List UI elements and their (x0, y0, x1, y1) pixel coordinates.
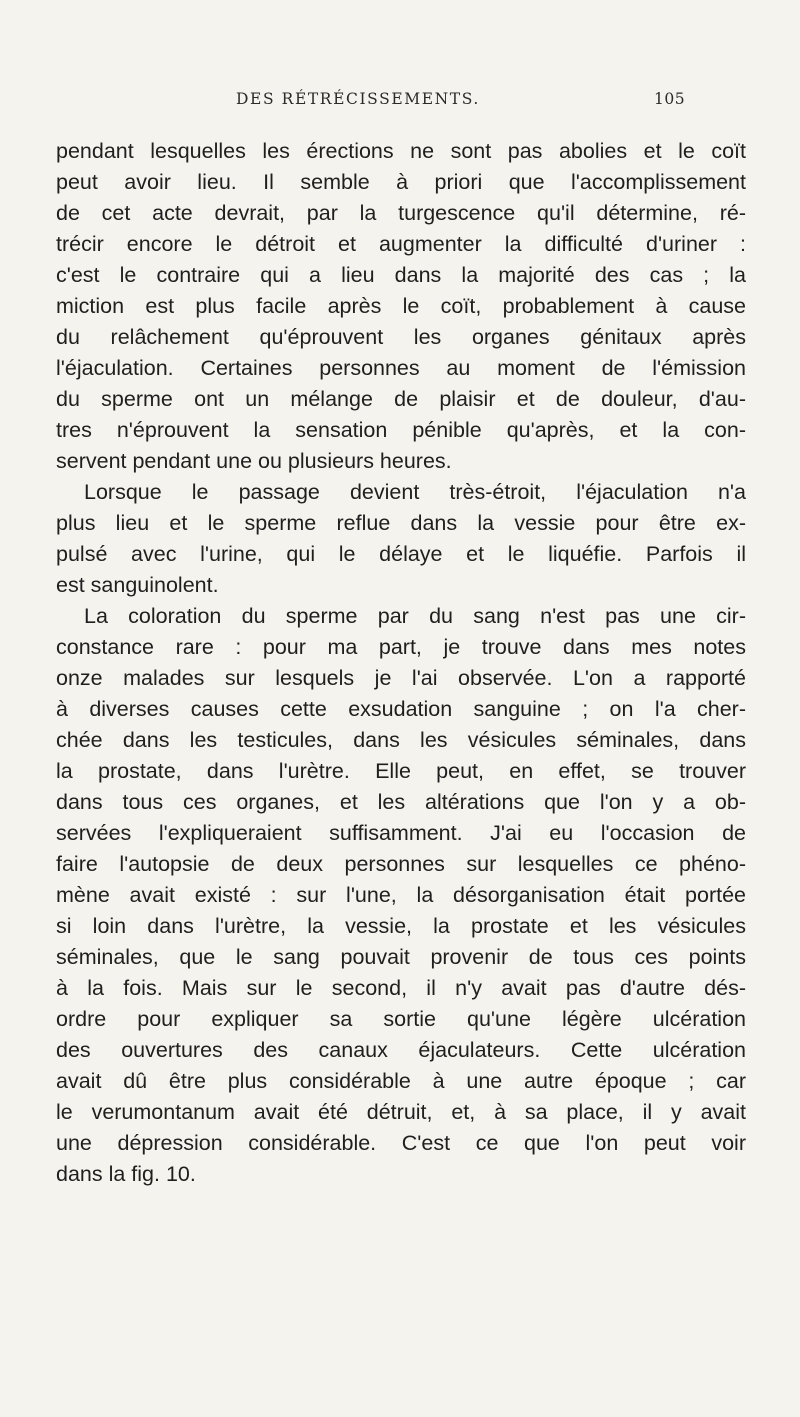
page-number: 105 (654, 90, 686, 108)
text-line: est sanguinolent. (56, 573, 219, 597)
text-line: trécir encore le détroit et augmenter la difficulté d'uriner : (56, 232, 746, 256)
running-title: DES RÉTRÉCISSEMENTS. (236, 90, 480, 108)
text-line: peut avoir lieu. Il semble à priori que l'accomplissement (56, 170, 746, 194)
text-line: tres n'éprouvent la sensation pénible qu'après, et la con- (56, 418, 746, 442)
text-line: ordre pour expliquer sa sortie qu'une légère ulcération (56, 1007, 746, 1031)
text-line: Lorsque le passage devient très-étroit, l'éjaculation n'a (84, 480, 746, 504)
text-line: la prostate, dans l'urètre. Elle peut, en effet, se trouver (56, 759, 746, 783)
text-line: onze malades sur lesquels je l'ai observée. L'on a rapporté (56, 666, 746, 690)
text-line: c'est le contraire qui a lieu dans la majorité des cas ; la (56, 263, 746, 287)
text-line: constance rare : pour ma part, je trouve dans mes notes (56, 635, 746, 659)
text-line: dans tous ces organes, et les altérations que l'on y a ob- (56, 790, 746, 814)
text-line: des ouvertures des canaux éjaculateurs. Cette ulcération (56, 1038, 746, 1062)
text-line: à diverses causes cette exsudation sanguine ; on l'a cher- (56, 697, 746, 721)
text-line: à la fois. Mais sur le second, il n'y avait pas d'autre dés- (56, 976, 746, 1000)
text-line: de cet acte devrait, par la turgescence qu'il détermine, ré- (56, 201, 746, 225)
text-line: La coloration du sperme par du sang n'est pas une cir- (84, 604, 746, 628)
text-line: miction est plus facile après le coït, probablement à cause (56, 294, 746, 318)
text-line: si loin dans l'urètre, la vessie, la prostate et les vésicules (56, 914, 746, 938)
text-line: servent pendant une ou plusieurs heures. (56, 449, 452, 473)
text-line: plus lieu et le sperme reflue dans la vessie pour être ex- (56, 511, 746, 535)
text-line: chée dans les testicules, dans les vésicules séminales, dans (56, 728, 746, 752)
text-line: du sperme ont un mélange de plaisir et de douleur, d'au- (56, 387, 746, 411)
text-line: séminales, que le sang pouvait provenir de tous ces points (56, 945, 746, 969)
text-line: le verumontanum avait été détruit, et, à sa place, il y avait (56, 1100, 746, 1124)
body-text (56, 136, 746, 1190)
text-line: du relâchement qu'éprouvent les organes génitaux après (56, 325, 746, 349)
running-head (0, 90, 800, 118)
text-line: servées l'expliqueraient suffisamment. J'ai eu l'occasion de (56, 821, 746, 845)
text-line: l'éjaculation. Certaines personnes au moment de l'émission (56, 356, 746, 380)
text-line: mène avait existé : sur l'une, la désorganisation était portée (56, 883, 746, 907)
text-line: faire l'autopsie de deux personnes sur lesquelles ce phéno- (56, 852, 746, 876)
text-line: dans la fig. 10. (56, 1162, 196, 1186)
text-line: une dépression considérable. C'est ce que l'on peut voir (56, 1131, 746, 1155)
text-line: avait dû être plus considérable à une autre époque ; car (56, 1069, 746, 1093)
text-line: pulsé avec l'urine, qui le délaye et le liquéfie. Parfois il (56, 542, 746, 566)
text-line: pendant lesquelles les érections ne sont pas abolies et le coït (56, 139, 746, 163)
